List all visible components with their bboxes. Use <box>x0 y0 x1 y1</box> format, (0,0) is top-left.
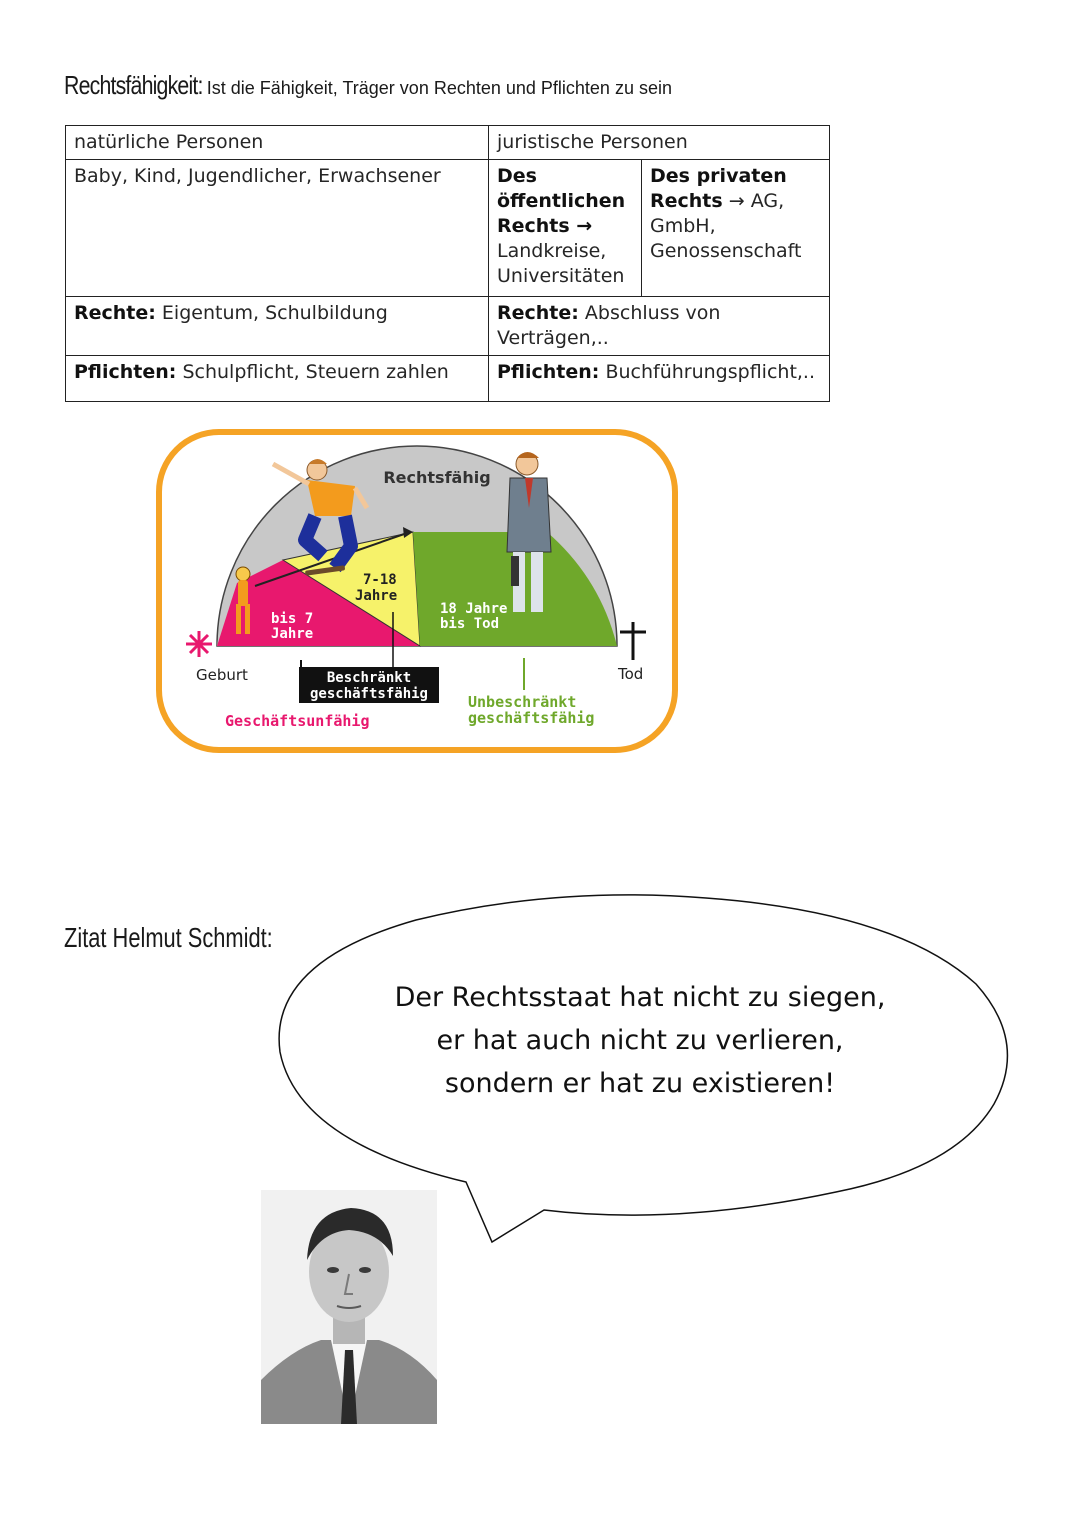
table-duties-row <box>66 356 830 402</box>
label-death: Tod <box>618 665 644 683</box>
legal-capacity-diagram <box>155 428 679 754</box>
public-law-examples: Landkreise, Universitäten <box>497 240 625 287</box>
natural-examples: Baby, Kind, Jugendlicher, Erwachsener <box>66 160 489 297</box>
private-law-title: Des privaten Rechts <box>650 165 787 212</box>
label-limited-line2: geschäftsfähig <box>309 686 429 702</box>
duties-natural-cell <box>66 356 489 402</box>
table-header-row <box>66 126 830 160</box>
duties-legal-cell <box>489 356 830 402</box>
label-stage2-line1: 7-18 <box>363 572 397 588</box>
table-examples-row <box>66 160 830 297</box>
rights-legal: Abschluss von Verträgen,.. <box>497 302 721 349</box>
heading-definition: Ist die Fähigkeit, Träger von Rechten und Pflichten zu sein <box>206 78 672 98</box>
label-stage1-line1: bis 7 <box>271 611 314 627</box>
label-incapable: Geschäftsunfähig <box>225 712 370 730</box>
rights-natural: Eigentum, Schulbildung <box>161 302 388 324</box>
private-law-examples: → AG, GmbH, Genossenschaft <box>650 190 802 262</box>
page-heading <box>64 70 672 101</box>
persons-table <box>65 125 830 402</box>
duties-legal: Buchführungspflicht,.. <box>605 361 816 383</box>
public-law-title: Des öffentlichen Rechts → <box>497 165 626 237</box>
label-full-line2: geschäftsfähig <box>468 709 595 727</box>
rights-label: Rechte: <box>74 302 156 324</box>
quote-label: Zitat Helmut Schmidt: <box>64 922 273 953</box>
duties-label-legal: Pflichten: <box>497 361 600 383</box>
label-stage1-line2: Jahre <box>271 626 314 642</box>
label-stage3-line2: bis Tod <box>440 616 500 632</box>
label-birth: Geburt <box>196 666 248 684</box>
header-legal: juristische Personen <box>489 126 830 160</box>
rights-label-legal: Rechte: <box>497 302 579 324</box>
duties-natural: Schulpflicht, Steuern zahlen <box>182 361 449 383</box>
quote-line-3: sondern er hat zu existieren! <box>444 1068 836 1099</box>
portrait-photo <box>261 1190 437 1424</box>
heading-term: Rechtsfähigkeit: <box>64 70 203 100</box>
quote-text <box>330 976 950 1105</box>
label-limited-line1: Beschränkt <box>326 670 412 686</box>
label-stage2-line2: Jahre <box>355 588 398 604</box>
label-stage3-line1: 18 Jahre <box>440 601 508 617</box>
rights-natural-cell <box>66 297 489 356</box>
label-full-line1: Unbeschränkt <box>468 693 577 711</box>
rights-legal-cell <box>489 297 830 356</box>
duties-label: Pflichten: <box>74 361 177 383</box>
table-rights-row <box>66 297 830 356</box>
label-rechtsfaehig: Rechtsfähig <box>383 468 491 487</box>
private-law-cell <box>642 160 830 297</box>
quote-line-1: Der Rechtsstaat hat nicht zu siegen, <box>394 982 886 1013</box>
quote-line-2: er hat auch nicht zu verlieren, <box>436 1025 844 1056</box>
header-natural: natürliche Personen <box>66 126 489 160</box>
public-law-cell <box>489 160 642 297</box>
